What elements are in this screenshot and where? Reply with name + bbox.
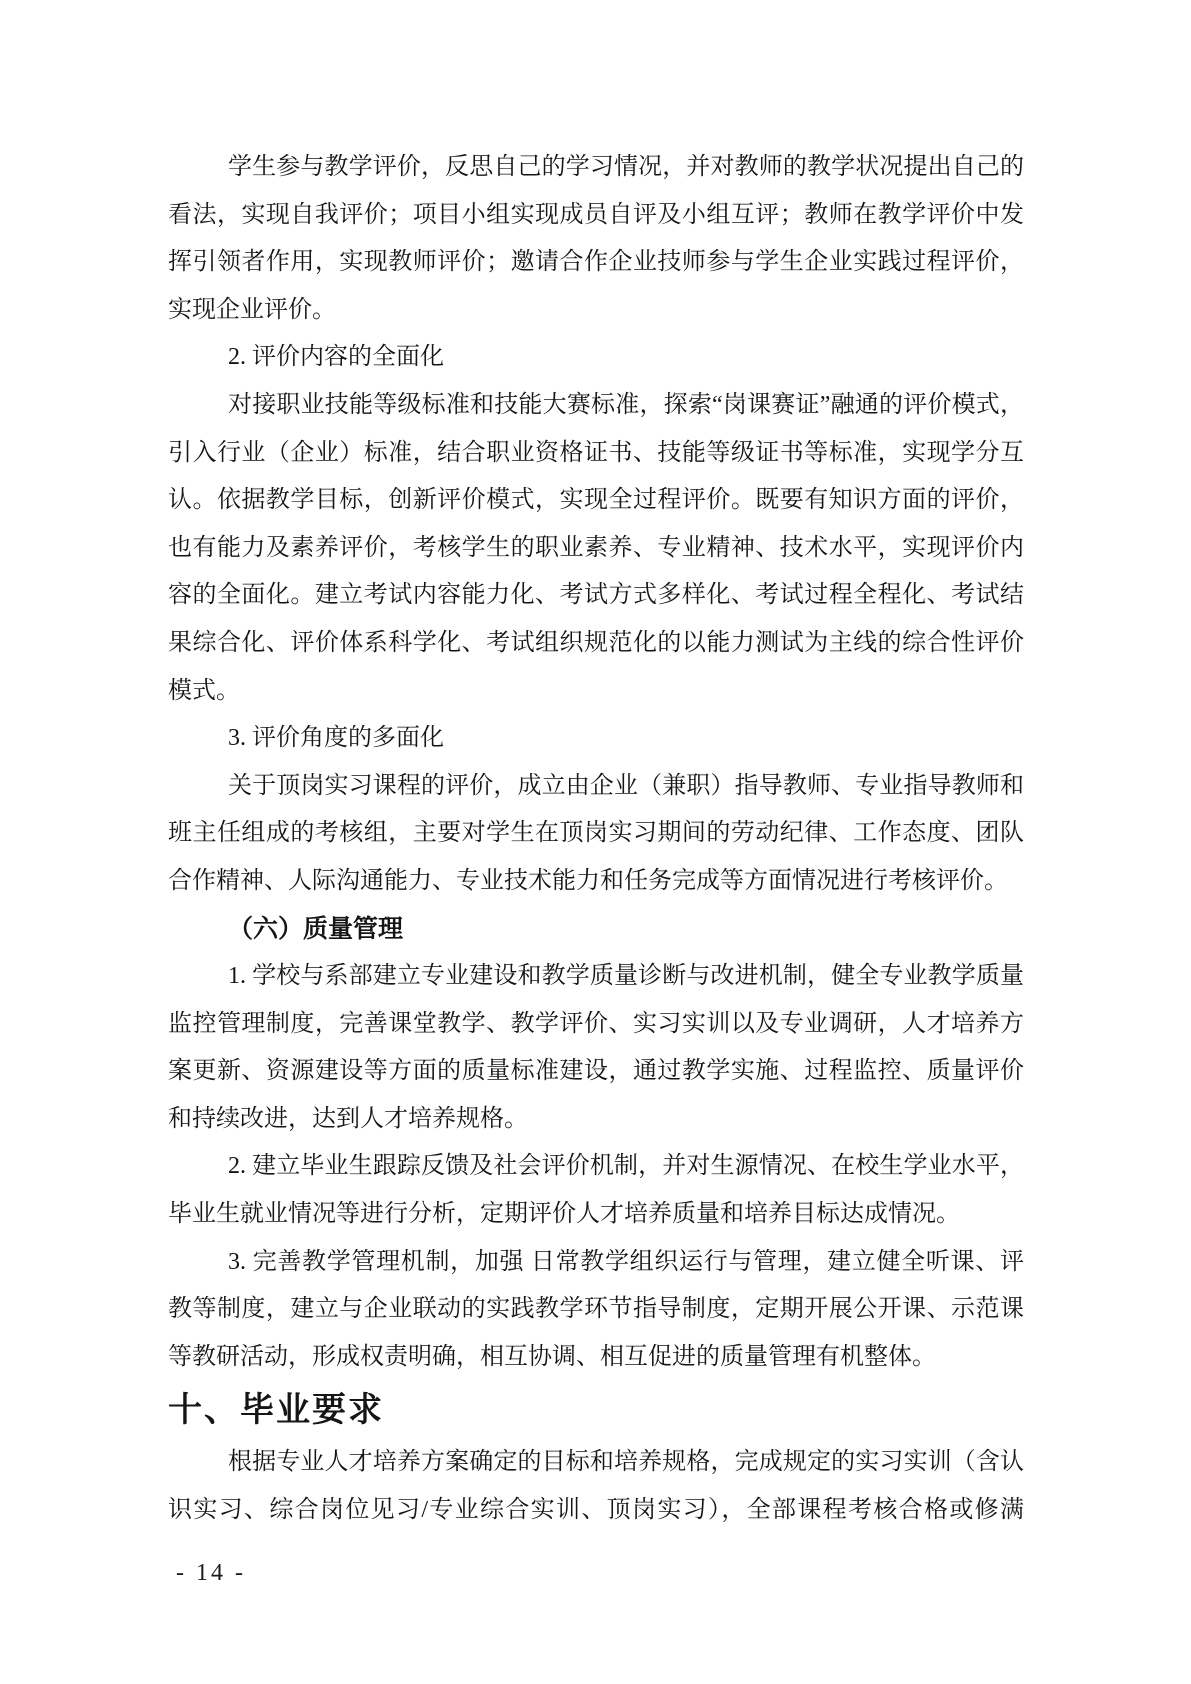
text-line: 合作精神、人际沟通能力、专业技术能力和任务完成等方面情况进行考核评价。 <box>168 867 1008 894</box>
text-line: 十、毕业要求 <box>168 1391 384 1430</box>
text-line: 识实习、综合岗位见习/专业综合实训、顶岗实习），全部课程考核合格或修满 <box>168 1497 1024 1524</box>
list-heading-3 <box>168 715 1024 763</box>
list-heading-2 <box>168 334 1024 382</box>
paragraph-evaluation-content <box>168 382 1024 715</box>
paragraph-quality-2 <box>168 1143 1024 1238</box>
text-line: 毕业生就业情况等进行分析，定期评价人才培养质量和培养目标达成情况。 <box>168 1201 960 1228</box>
page-number: - 14 - <box>176 1560 246 1586</box>
text-line: 3. 评价角度的多面化 <box>228 725 444 752</box>
text-line: 和持续改进，达到人才培养规格。 <box>168 1105 528 1132</box>
text-line: 果综合化、评价体系科学化、考试组织规范化的以能力测试为主线的综合性评价 <box>168 629 1024 656</box>
paragraph-quality-3 <box>168 1239 1024 1382</box>
text-line: 监控管理制度，完善课堂教学、教学评价、实习实训以及专业调研，人才培养方 <box>168 1010 1024 1037</box>
text-line: 容的全面化。建立考试内容能力化、考试方式多样化、考试过程全程化、考试结 <box>168 582 1024 609</box>
text-line: 根据专业人才培养方案确定的目标和培养规格，完成规定的实习实训（含认 <box>228 1449 1024 1476</box>
paragraph-quality-1 <box>168 953 1024 1143</box>
text-line: 挥引领者作用，实现教师评价；邀请合作企业技师参与学生企业实践过程评价， <box>168 249 1024 276</box>
section-heading-quality-management <box>168 906 1024 954</box>
text-line: 模式。 <box>168 677 240 704</box>
text-line: 也有能力及素养评价，考核学生的职业素养、专业精神、技术水平，实现评价内 <box>168 534 1024 561</box>
text-line: 对接职业技能等级标准和技能大赛标准，探索“岗课赛证”融通的评价模式， <box>228 391 1024 418</box>
paragraph-graduation-requirements <box>168 1439 1024 1534</box>
text-line: 1. 学校与系部建立专业建设和教学质量诊断与改进机制，健全专业教学质量 <box>228 963 1024 990</box>
text-line: 等教研活动，形成权责明确，相互协调、相互促进的质量管理有机整体。 <box>168 1343 936 1370</box>
text-line: 实现企业评价。 <box>168 296 336 323</box>
chapter-heading-graduation-requirements <box>168 1381 1024 1439</box>
text-line: 2. 建立毕业生跟踪反馈及社会评价机制，并对生源情况、在校生学业水平， <box>228 1153 1024 1180</box>
text-line: （六）质量管理 <box>228 915 404 943</box>
paragraph-student-evaluation <box>168 144 1024 334</box>
text-line: 引入行业（企业）标准，结合职业资格证书、技能等级证书等标准，实现学分互 <box>168 439 1024 466</box>
text-line: 关于顶岗实习课程的评价，成立由企业（兼职）指导教师、专业指导教师和 <box>228 772 1024 799</box>
text-line: 3. 完善教学管理机制，加强 日常教学组织运行与管理，建立健全听课、评 <box>228 1248 1024 1275</box>
text-line: 看法，实现自我评价；项目小组实现成员自评及小组互评；教师在教学评价中发 <box>168 201 1024 228</box>
text-line: 班主任组成的考核组，主要对学生在顶岗实习期间的劳动纪律、工作态度、团队 <box>168 820 1024 847</box>
text-line: 学生参与教学评价，反思自己的学习情况，并对教师的教学状况提出自己的 <box>228 154 1024 180</box>
text-line: 2. 评价内容的全面化 <box>228 344 444 371</box>
paragraph-evaluation-angle <box>168 763 1024 906</box>
text-line: 教等制度，建立与企业联动的实践教学环节指导制度，定期开展公开课、示范课 <box>168 1296 1024 1323</box>
text-line: 案更新、资源建设等方面的质量标准建设，通过教学实施、过程监控、质量评价 <box>168 1058 1024 1085</box>
document-body <box>168 144 1024 1535</box>
text-line: 认。依据教学目标，创新评价模式，实现全过程评价。既要有知识方面的评价， <box>168 487 1024 514</box>
